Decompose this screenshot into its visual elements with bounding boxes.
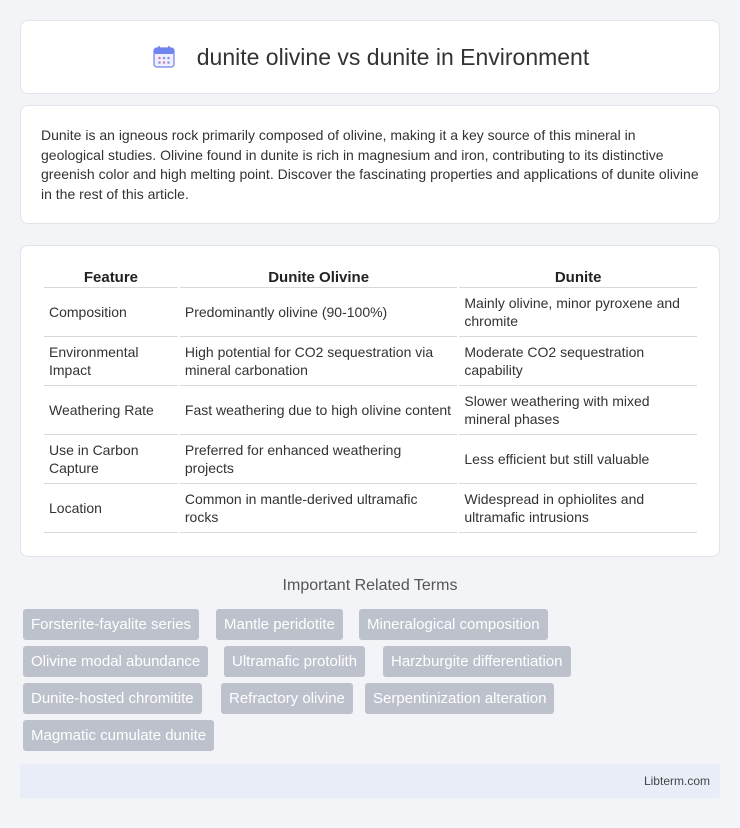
term-tag-magmatic-cumulate-dunite[interactable]: Magmatic cumulate dunite (23, 720, 214, 751)
term-tag-dunite-hosted-chromitite[interactable]: Dunite-hosted chromitite (23, 683, 202, 714)
column-header-dunite-olivine: Dunite Olivine (180, 266, 457, 288)
table-cell: Use in Carbon Capture (44, 435, 178, 484)
column-header-feature: Feature (44, 266, 178, 288)
column-header-dunite: Dunite (459, 266, 697, 288)
term-tag-mantle-peridotite[interactable]: Mantle peridotite (216, 609, 343, 640)
intro-text: Dunite is an igneous rock primarily composed of olivine, making it a key source of this mineral in geological studies. Olivine found in dunite is rich in magnesium and iron, contributing to its distinctive greenish color and high melting point. Discover the fascinating properties and applications of dunite olivine in the rest of this article. (41, 127, 699, 202)
term-tag-mineralogical-composition[interactable]: Mineralogical composition (359, 609, 548, 640)
table-row (44, 288, 697, 337)
table-row (44, 386, 697, 435)
table-cell: Fast weathering due to high olivine content (180, 386, 457, 435)
page-title: dunite olivine vs dunite in Environment (196, 43, 590, 70)
term-tag-harzburgite-differentiation[interactable]: Harzburgite differentiation (383, 646, 571, 677)
table-cell: Common in mantle-derived ultramafic rocks (180, 484, 457, 533)
table-row (44, 435, 697, 484)
related-terms-title: Important Related Terms (282, 577, 458, 594)
table-cell: Widespread in ophiolites and ultramafic intrusions (459, 484, 697, 533)
table-cell: High potential for CO2 sequestration via mineral carbonation (180, 337, 457, 386)
term-tag-serpentinization-alteration[interactable]: Serpentinization alteration (365, 683, 554, 714)
table-header-row (44, 266, 697, 288)
term-tag-olivine-modal-abundance[interactable]: Olivine modal abundance (23, 646, 208, 677)
table-cell: Location (44, 484, 178, 533)
table-cell: Environmental Impact (44, 337, 178, 386)
footer-brand[interactable]: Libterm.com (643, 774, 710, 788)
header-card (20, 20, 720, 94)
calendar-icon (151, 44, 177, 70)
table-cell: Less efficient but still valuable (459, 435, 697, 484)
table-cell: Mainly olivine, minor pyroxene and chromite (459, 288, 697, 337)
comparison-card (20, 245, 720, 557)
footer (20, 764, 720, 798)
table-row (44, 484, 697, 533)
table-cell: Slower weathering with mixed mineral phases (459, 386, 697, 435)
term-tag-ultramafic-protolith[interactable]: Ultramafic protolith (224, 646, 365, 677)
table-cell: Composition (44, 288, 178, 337)
intro-card (20, 105, 720, 224)
term-tag-forsterite-fayalite-series[interactable]: Forsterite-fayalite series (23, 609, 199, 640)
term-tag-refractory-olivine[interactable]: Refractory olivine (221, 683, 353, 714)
table-cell: Predominantly olivine (90-100%) (180, 288, 457, 337)
comparison-table (42, 266, 699, 533)
table-cell: Moderate CO2 sequestration capability (459, 337, 697, 386)
table-row (44, 337, 697, 386)
table-cell: Preferred for enhanced weathering projects (180, 435, 457, 484)
table-cell: Weathering Rate (44, 386, 178, 435)
